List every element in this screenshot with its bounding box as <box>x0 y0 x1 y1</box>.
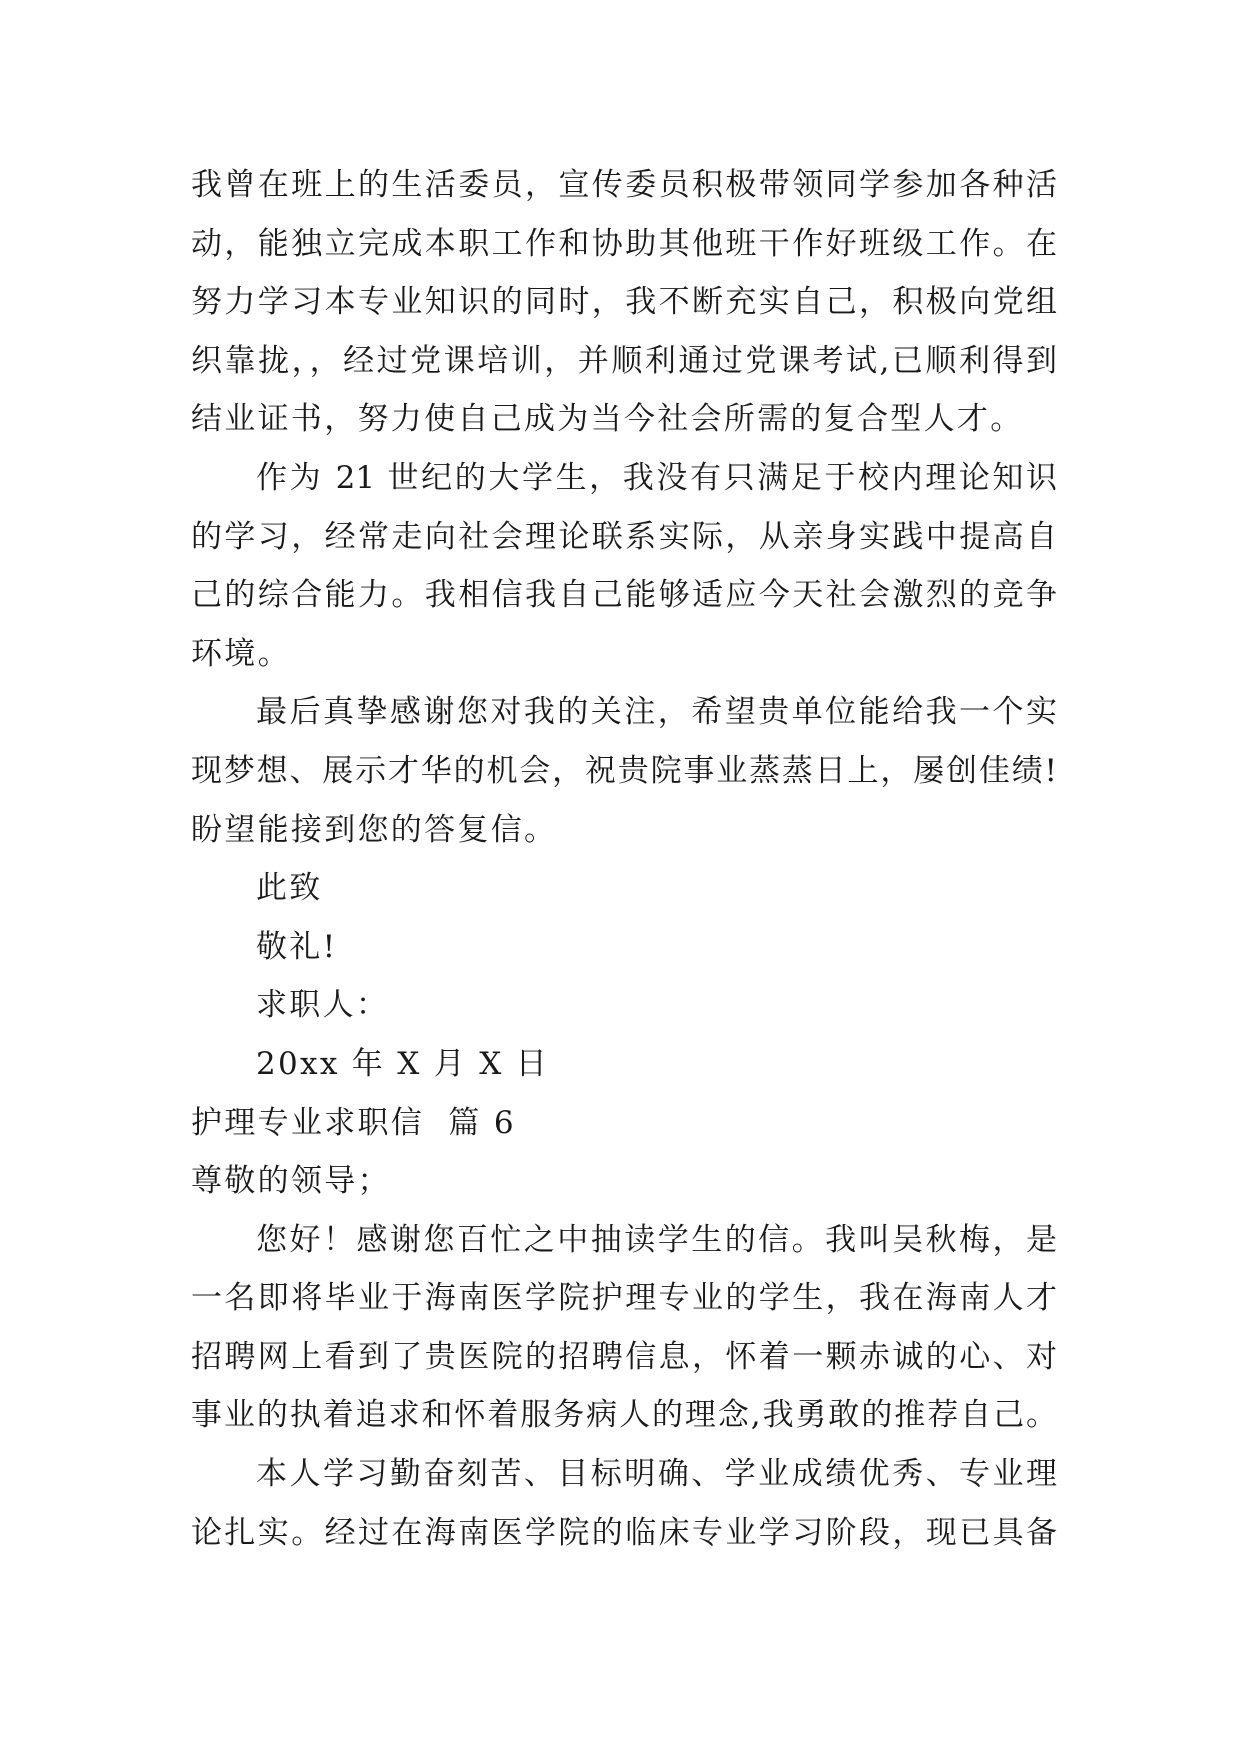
paragraph <box>191 449 1057 683</box>
text-line: 环境。 <box>191 635 291 672</box>
text-line: 作为 21 世纪的大学生，我没有只满足于校内理论知识 <box>256 459 1057 496</box>
paragraph <box>191 1211 1057 1445</box>
date-line: 20xx 年 X 月 X 日 <box>256 1045 550 1082</box>
text-line: 您好！感谢您百忙之中抽读学生的信。我叫吴秋梅，是 <box>256 1221 1057 1258</box>
text-line: 动，能独立完成本职工作和协助其他班干作好班级工作。在 <box>191 225 1057 262</box>
text-line: 结业证书，努力使自己成为当今社会所需的复合型人才。 <box>191 401 1024 438</box>
text-line: 现梦想、展示才华的机会，祝贵院事业蒸蒸日上，屡创佳绩! <box>191 752 1057 789</box>
text-line: 本人学习勤奋刻苦、目标明确、学业成绩优秀、专业理 <box>256 1456 1057 1493</box>
signature-label: 求职人： <box>256 987 390 1024</box>
text-line: 一名即将毕业于海南医学院护理专业的学生，我在海南人才 <box>191 1280 1057 1317</box>
paragraph <box>191 156 1057 449</box>
greeting-line: 尊敬的领导； <box>191 1163 391 1200</box>
text-line: 我曾在班上的生活委员，宣传委员积极带领同学参加各种活 <box>191 167 1057 203</box>
section-title: 护理专业求职信 篇 6 <box>191 1104 516 1141</box>
text-line: 己的综合能力。我相信我自己能够适应今天社会激烈的竞争 <box>191 577 1057 614</box>
text-line: 盼望能接到您的答复信。 <box>191 811 558 848</box>
text-line: 事业的执着追求和怀着服务病人的理念,我勇敢的推荐自己。 <box>191 1397 1057 1434</box>
text-line: 最后真挚感谢您对我的关注，希望贵单位能给我一个实 <box>256 694 1057 731</box>
text-line: 织靠拢，，经过党课培训，并顺利通过党课考试,已顺利得到 <box>191 342 1057 379</box>
salutation-line: 敬礼! <box>256 928 338 965</box>
document-body <box>191 156 1057 1562</box>
paragraph <box>191 1445 1057 1562</box>
paragraph <box>191 683 1057 859</box>
text-line: 论扎实。经过在海南医学院的临床专业学习阶段，现已具备 <box>191 1514 1057 1551</box>
closing-line: 此致 <box>256 870 323 907</box>
text-line: 的学习，经常走向社会理论联系实际，从亲身实践中提高自 <box>191 518 1057 555</box>
text-line: 招聘网上看到了贵医院的招聘信息，怀着一颗赤诚的心、对 <box>191 1338 1057 1375</box>
text-line: 努力学习本专业知识的同时，我不断充实自己，积极向党组 <box>191 284 1057 321</box>
